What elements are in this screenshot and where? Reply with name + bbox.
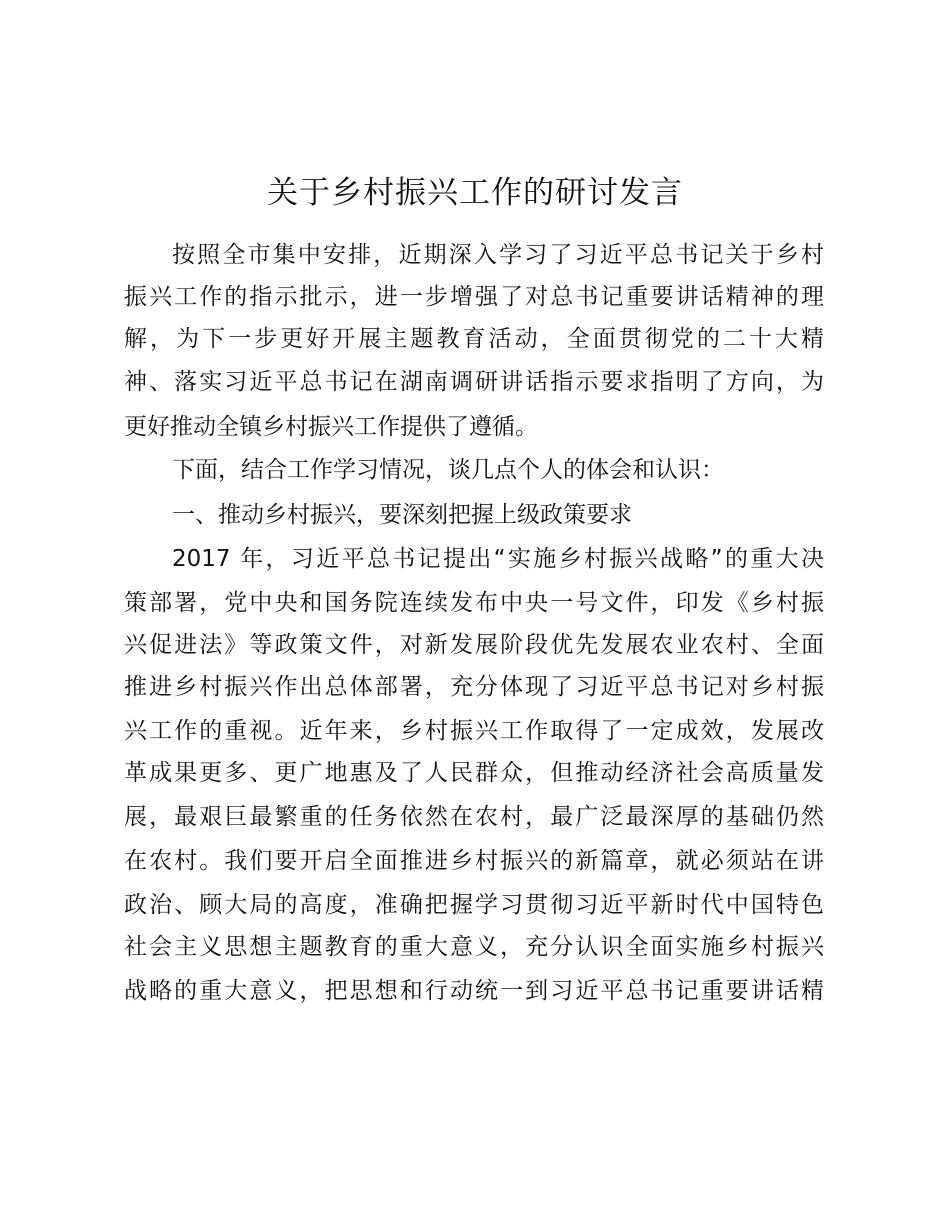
paragraph-line: 策部署，党中央和国务院连续发布中央一号文件，印发《乡村振: [124, 590, 824, 616]
paragraph-line: 展，最艰巨最繁重的任务依然在农村，最广泛最深厚的基础仍然: [124, 804, 824, 830]
paragraph-line: 2017 年，习近平总书记提出“实施乡村振兴战略”的重大决: [172, 546, 824, 572]
paragraph-line: 兴工作的重视。近年来，乡村振兴工作取得了一定成效，发展改: [124, 718, 824, 744]
paragraph-line: 更好推动全镇乡村振兴工作提供了遵循。: [124, 414, 538, 440]
paragraph-line: 兴促进法》等政策文件，对新发展阶段优先发展农业农村、全面: [124, 632, 824, 658]
section-heading: 一、推动乡村振兴，要深刻把握上级政策要求: [172, 502, 632, 528]
paragraph-line: 按照全市集中安排，近期深入学习了习近平总书记关于乡村: [172, 242, 824, 268]
paragraph-line: 振兴工作的指示批示，进一步增强了对总书记重要讲话精神的理: [124, 284, 824, 310]
paragraph-line: 神、落实习近平总书记在湖南调研讲话指示要求指明了方向，为: [124, 369, 824, 395]
paragraph-line: 推进乡村振兴作出总体部署，充分体现了习近平总书记对乡村振: [124, 674, 824, 700]
paragraph-line: 社会主义思想主题教育的重大意义，充分认识全面实施乡村振兴: [124, 934, 824, 960]
paragraph-line: 下面，结合工作学习情况，谈几点个人的体会和认识：: [172, 457, 724, 483]
paragraph-line: 政治、顾大局的高度，准确把握学习贯彻习近平新时代中国特色: [124, 892, 824, 918]
paragraph-line: 战略的重大意义，把思想和行动统一到习近平总书记重要讲话精: [124, 978, 824, 1004]
paragraph-line: 革成果更多、更广地惠及了人民群众，但推动经济社会高质量发: [124, 760, 824, 786]
document-title: 关于乡村振兴工作的研讨发言: [267, 175, 683, 211]
paragraph-line: 在农村。我们要开启全面推进乡村振兴的新篇章，就必须站在讲: [124, 848, 824, 874]
paragraph-line: 解，为下一步更好开展主题教育活动，全面贯彻党的二十大精: [124, 326, 824, 352]
